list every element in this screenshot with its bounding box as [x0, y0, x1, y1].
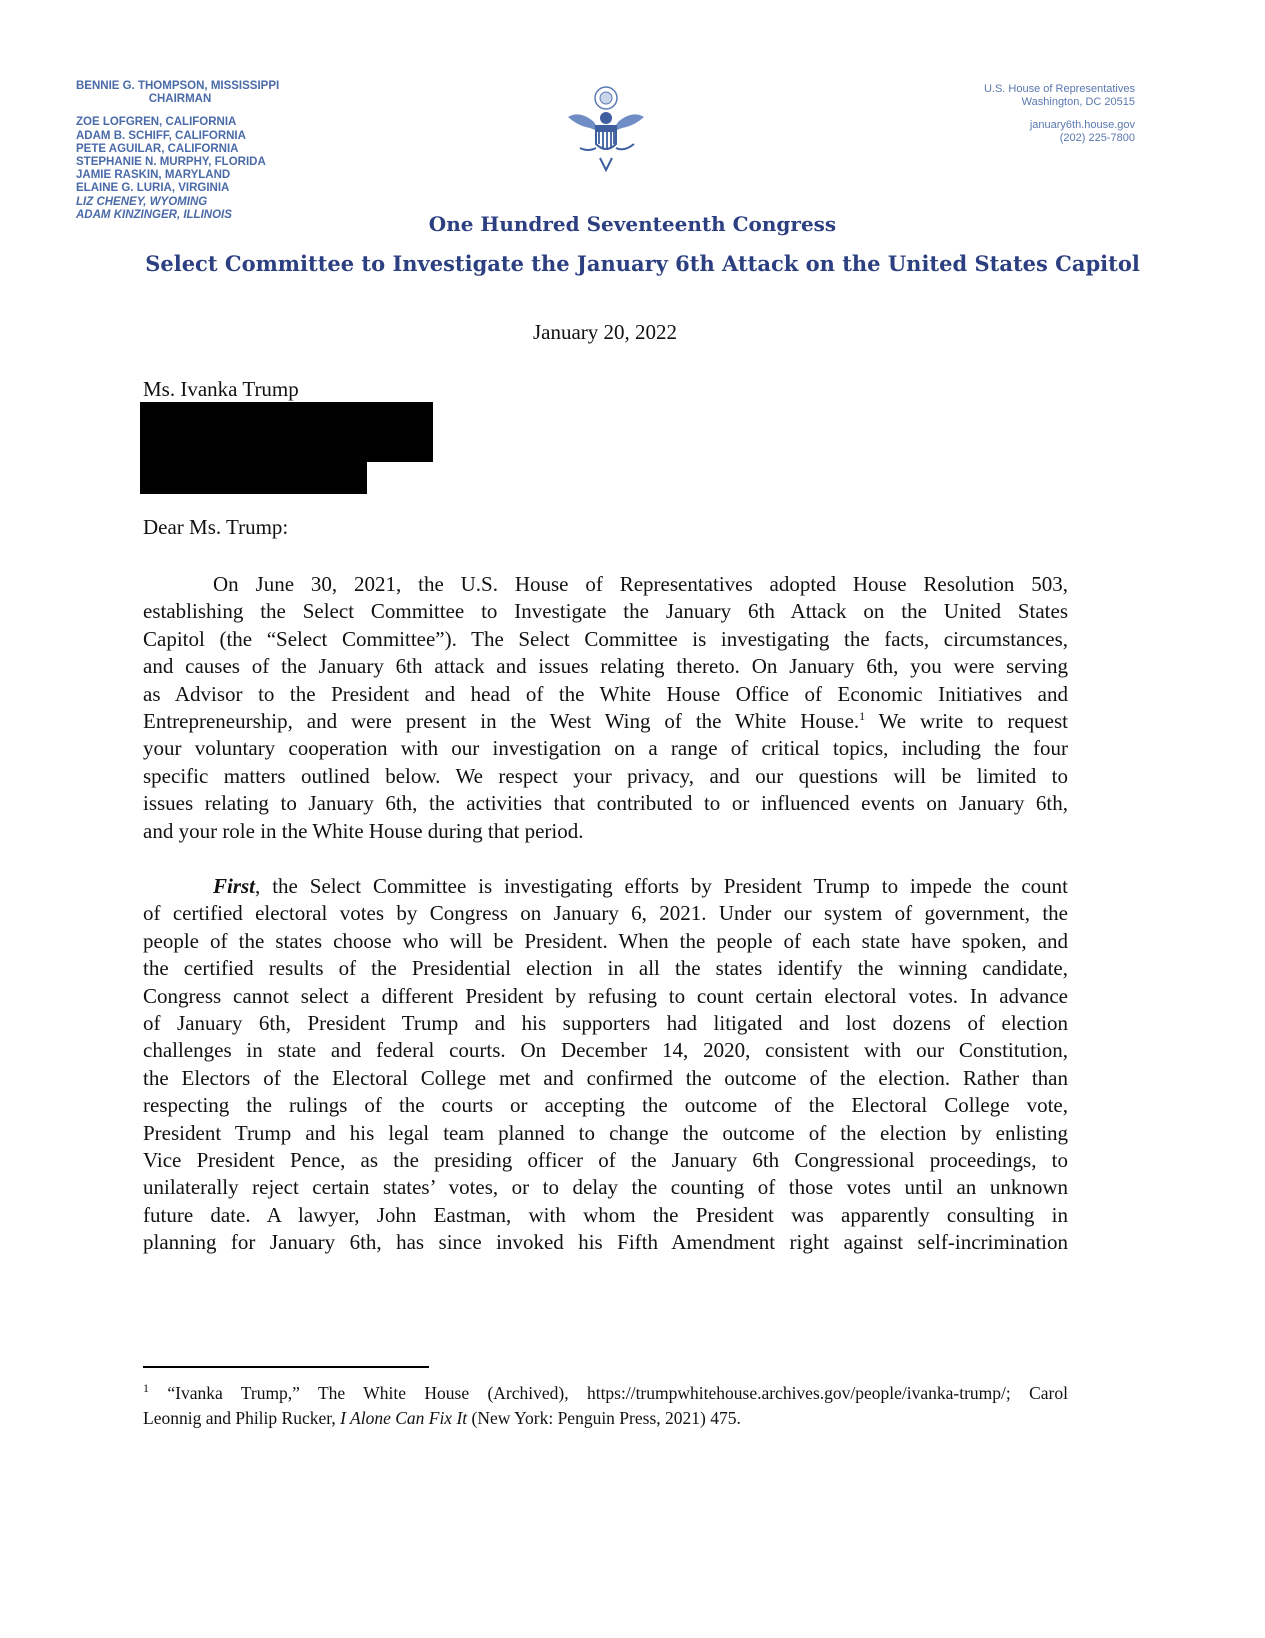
footnote-text: Leonnig and Philip Rucker,	[143, 1408, 341, 1428]
text-line: Vice President Pence, as the presiding officer of the January 6th Congressional proceedings, to	[143, 1147, 1068, 1172]
text-line: specific matters outlined below. We respect your privacy, and our questions will be limited to	[143, 763, 1068, 788]
text-line: the certified results of the Presidential election in all the states identify the winning candidate,	[143, 956, 1068, 981]
body-paragraph-1	[143, 571, 1068, 845]
text-line: of January 6th, President Trump and his supporters had litigated and lost dozens of election	[143, 1010, 1068, 1035]
address-line: Washington, DC 20515	[1021, 96, 1135, 108]
text-line: and causes of the January 6th attack and issues relating thereto. On January 6th, you were serving	[143, 654, 1068, 679]
chairman-title: CHAIRMAN	[148, 93, 212, 106]
great-seal-icon	[560, 82, 652, 174]
text-line: issues relating to January 6th, the activities that contributed to or influenced events on January 6th,	[143, 791, 1068, 816]
committee-members	[76, 80, 284, 222]
text-line: as Advisor to the President and head of the White House Office of Economic Initiatives and	[143, 681, 1068, 706]
text-line: President Trump and his legal team planned to change the outcome of the election by enlisting	[143, 1120, 1068, 1145]
footnote-divider	[143, 1366, 429, 1368]
footnote-marker: 1	[143, 1381, 149, 1396]
text-line: respecting the rulings of the courts or accepting the outcome of the Electoral College vote,	[143, 1093, 1068, 1118]
text-line: the Electors of the Electoral College met and confirmed the outcome of the election. Rather than	[143, 1065, 1068, 1090]
chairman-name: BENNIE G. THOMPSON, MISSISSIPPI	[76, 80, 280, 92]
text-line	[143, 873, 1068, 900]
member: PETE AGUILAR, CALIFORNIA	[76, 142, 239, 155]
footnote-ref: 1	[859, 708, 866, 723]
recipient-name: Ms. Ivanka Trump	[143, 377, 299, 401]
book-title: I Alone Can Fix It	[340, 1408, 468, 1428]
website: january6th.house.gov	[1029, 119, 1135, 131]
text-line: unilaterally reject certain states’ votes, or to delay the counting of those votes until an unknown	[143, 1175, 1068, 1200]
footnote-line	[143, 1381, 1068, 1406]
footnote	[143, 1381, 1068, 1431]
text-segment: We write to request	[865, 708, 1068, 733]
redaction-box	[140, 460, 367, 494]
text-line: challenges in state and federal courts. On December 14, 2020, consistent with our Constitution,	[143, 1038, 1068, 1063]
committee-heading: Select Committee to Investigate the January 6th Attack on the United States Capitol	[145, 251, 1140, 276]
text-segment: , the Select Committee is investigating efforts by President Trump to impede the count	[255, 874, 1068, 898]
member: ELAINE G. LURIA, VIRGINIA	[76, 182, 230, 195]
member: ADAM KINZINGER, ILLINOIS	[76, 208, 232, 221]
text-line: planning for January 6th, has since invoked his Fifth Amendment right against self-incrimination	[143, 1230, 1068, 1255]
text-line: establishing the Select Committee to Investigate the January 6th Attack on the United States	[143, 599, 1068, 624]
member: LIZ CHENEY, WYOMING	[76, 195, 208, 208]
address-line: U.S. House of Representatives	[983, 83, 1135, 95]
footnote-text: (New York: Penguin Press, 2021) 475.	[467, 1408, 741, 1428]
committee-address	[984, 83, 1135, 145]
emphasis-first: First	[213, 874, 256, 898]
text-line: future date. A lawyer, John Eastman, with whom the President was apparently consulting in	[143, 1202, 1068, 1227]
phone: (202) 225-7800	[1059, 132, 1135, 144]
redaction-box	[140, 402, 433, 462]
text-line: Congress cannot select a different President by refusing to count certain electoral votes. In advance	[143, 983, 1068, 1008]
congress-heading: One Hundred Seventeenth Congress	[428, 212, 837, 236]
text-line	[143, 708, 1068, 735]
footnote-text: “Ivanka Trump,” The White House (Archived), https://trumpwhitehouse.archives.gov/people/ivanka-trump/; Carol	[149, 1383, 1068, 1403]
member: JAMIE RASKIN, MARYLAND	[76, 169, 231, 182]
text-line: On June 30, 2021, the U.S. House of Representatives adopted House Resolution 503,	[213, 572, 1068, 596]
text-line: and your role in the White House during that period.	[143, 818, 584, 843]
footnote-line	[143, 1406, 1068, 1431]
salutation: Dear Ms. Trump:	[143, 515, 289, 539]
text-segment: Entrepreneurship, and were present in the West Wing of the White House.	[143, 708, 860, 733]
member: ADAM B. SCHIFF, CALIFORNIA	[76, 129, 246, 142]
text-line: your voluntary cooperation with our investigation on a range of critical topics, including the four	[143, 736, 1068, 761]
body-paragraph-2	[143, 873, 1068, 1256]
text-line: people of the states choose who will be President. When the people of each state have spoken, and	[143, 928, 1068, 953]
text-line: Capitol (the “Select Committee”). The Select Committee is investigating the facts, circumstances,	[143, 626, 1068, 651]
text-line: of certified electoral votes by Congress on January 6, 2021. Under our system of government, the	[143, 901, 1068, 926]
member: ZOE LOFGREN, CALIFORNIA	[76, 116, 237, 129]
member: STEPHANIE N. MURPHY, FLORIDA	[76, 156, 266, 169]
letter-date: January 20, 2022	[532, 320, 678, 344]
